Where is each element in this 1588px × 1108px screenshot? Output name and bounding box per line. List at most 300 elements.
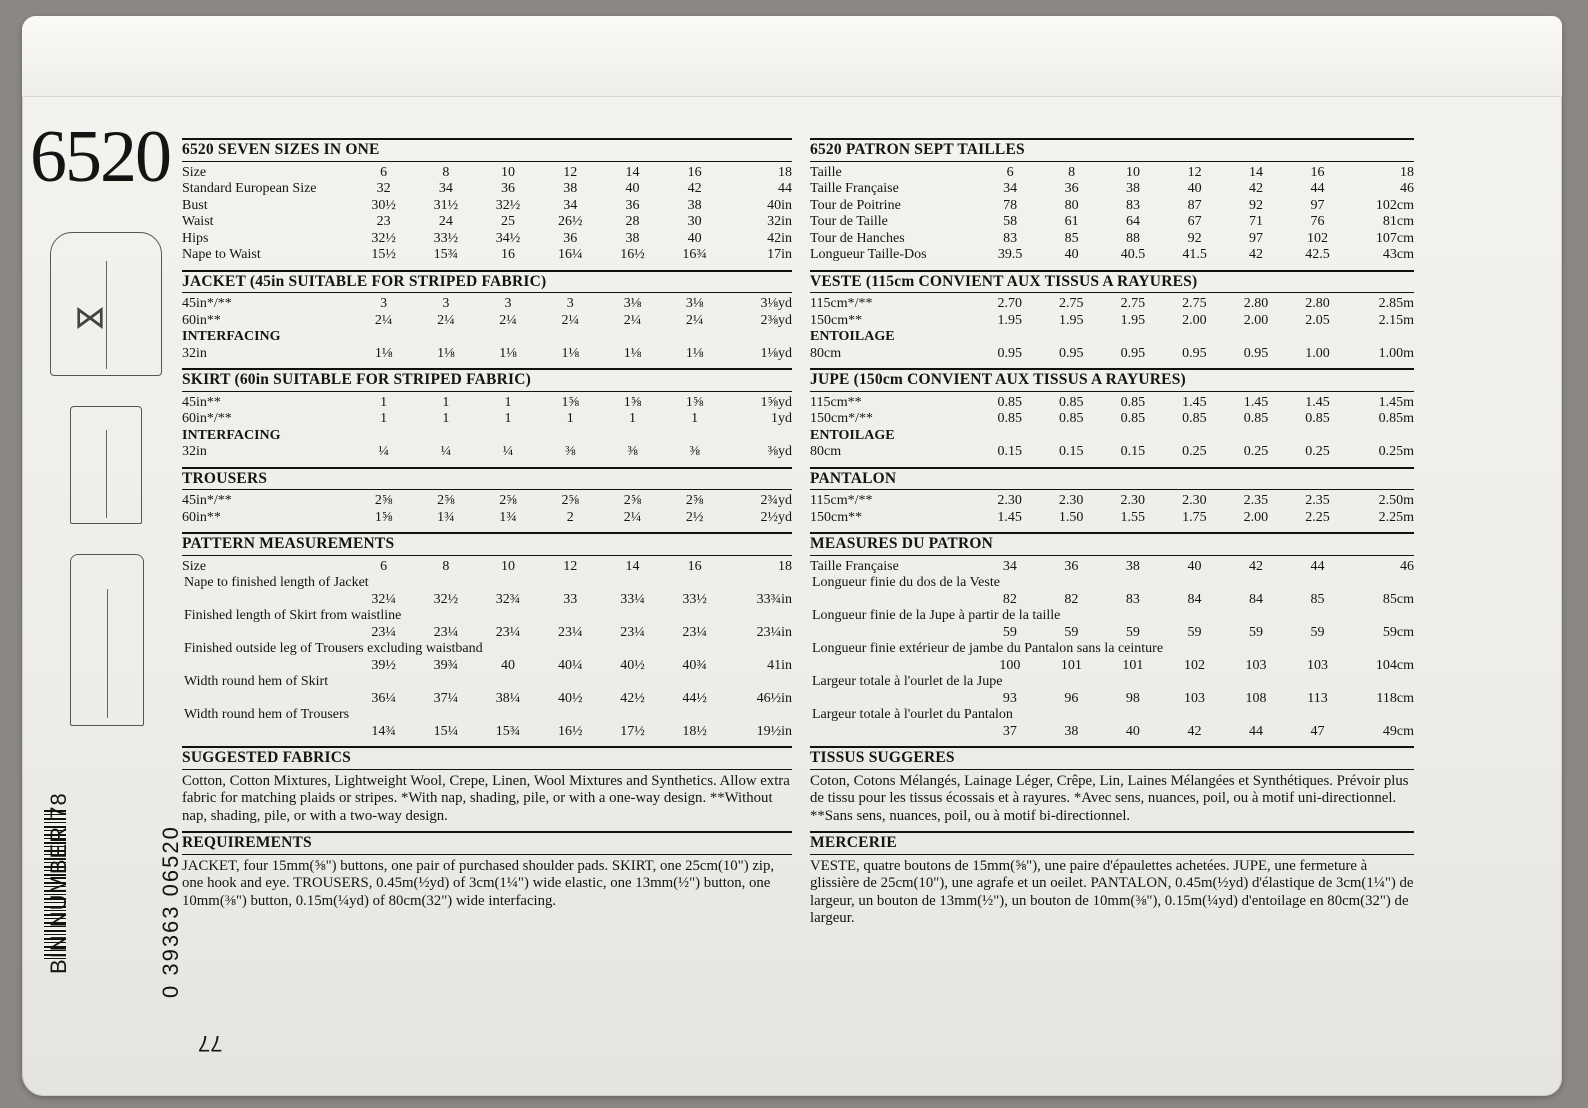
table-cell: 103 [1245,657,1267,673]
table-cell: ¼ [440,444,452,459]
table-cell: 38 [1125,558,1140,574]
table-cell: 3 [504,296,512,311]
table-row [810,559,1414,576]
jacket-section [182,270,792,363]
table-row [810,658,1414,675]
table-cell: 1.50 [1058,509,1084,525]
table-cell: 2⅝ [685,493,704,508]
table-cell: 59 [1187,624,1202,640]
table-cell: 38 [625,230,640,246]
sizes-section [182,138,792,264]
table-cell: 78 [1003,197,1018,213]
table-cell: 16 [687,558,702,574]
table-cell: 40 [1064,247,1079,262]
table-cell: 16 [687,164,702,180]
table-cell: 32¼ [371,591,396,607]
pantalon-title: PANTALON [810,471,1414,491]
table-row [810,198,1414,215]
table-cell: 1 [380,411,388,426]
table-cell: 2 [566,509,574,525]
table-row [182,625,792,642]
table-cell: 32½ [371,230,396,246]
table-cell: 16¾ [682,247,707,262]
mercerie-text: VESTE, quatre boutons de 15mm(⅝"), une paire d'épaulettes achetées. JUPE, une fermeture à glissière de 25cm(10"), une agrafe et un oeilet. PANTALON, 0.45m(½yd) d'élastique de 3cm(1¼") de largeur, un bouton de 13mm(½"), un bouton de 10mm(⅜"), 0.15m(¼yd) d'entoilage en 80cm(32") de largeur. [810,857,1414,926]
table-row [810,165,1414,182]
fabrics-section [182,746,792,825]
table-cell: 25 [501,214,516,229]
table-cell: 40 [1187,181,1202,196]
table-cell: 15½ [371,247,396,262]
trousers-section [182,467,792,527]
table-cell: 0.85 [1059,394,1084,410]
table-row [810,313,1414,330]
table-cell: 2⅝ [623,493,642,508]
jacket-title: JACKET (45in SUITABLE FOR STRIPED FABRIC) [182,274,792,294]
table-cell: 2½ [685,509,704,525]
table-row [182,181,792,198]
table-cell: 67 [1187,214,1202,229]
table-cell: 88 [1126,230,1141,246]
table-row [810,691,1414,708]
table-cell: 44 [1310,558,1325,574]
table-cell: 2.00 [1243,312,1269,328]
table-cell: 84 [1187,591,1202,607]
measurement-label: Longueur finie de la Jupe à partir de la taille [812,608,1061,623]
table-row [182,296,792,313]
table-cell: ⅜ [627,444,638,459]
table-cell: 3 [380,296,388,311]
table-cell: 1 [691,411,699,426]
table-cell: 0.85 [1120,411,1146,426]
row-label: Tour de Poitrine [810,197,901,213]
table-cell: 87 [1187,197,1202,213]
measurement-label: Width round hem of Skirt [184,674,329,689]
trousers-table [182,493,792,526]
table-cell: 1yd [771,411,792,426]
veste-table [810,296,1414,362]
requirements-title: REQUIREMENTS [182,835,792,855]
table-cell: 2⅜yd [760,312,792,328]
table-cell: 23¼ [371,624,396,640]
table-cell: 49cm [1382,723,1414,739]
measurement-label-row [182,641,792,658]
mesures-table [810,559,1414,741]
table-cell: 104cm [1375,657,1414,673]
trousers-title: TROUSERS [182,471,792,491]
table-row [182,313,792,330]
table-cell: 2.75 [1182,296,1207,311]
table-cell: 38 [1064,723,1079,739]
table-cell: 23¼ [620,624,645,640]
table-cell: 113 [1307,690,1328,706]
row-label: Standard European Size [182,181,317,196]
table-cell: 15¾ [433,247,459,262]
table-row [182,165,792,182]
skirt-sketch [70,406,142,524]
row-label: INTERFACING [182,329,281,344]
row-label: 80cm [810,444,842,459]
table-cell: 32 [376,181,391,196]
table-cell: 103 [1307,657,1328,673]
table-cell: 33¾in [756,591,792,607]
measurement-label: Longueur finie du dos de la Veste [812,575,1000,590]
measurement-label-row [810,608,1414,625]
tissus-section [810,746,1414,825]
measurement-label-row [810,707,1414,724]
measurement-label: Finished length of Skirt from waistline [184,608,402,623]
table-cell: 36 [1064,181,1079,196]
pantalon-table [810,493,1414,526]
table-cell: 0.25 [1243,444,1269,459]
table-cell: 2¼ [561,312,579,328]
measurement-label: Longueur finie extérieur de jambe du Pantalon sans la ceinture [812,641,1164,656]
table-cell: 1⅛yd [760,345,792,361]
table-cell: 1¾ [437,509,455,525]
table-cell: 23¼ [495,624,521,640]
row-label: 32in [182,345,207,361]
table-row [182,691,792,708]
table-cell: ⅜ [689,444,700,459]
table-cell: 33 [563,591,578,607]
envelope-flap [22,16,1562,97]
tailles-title: 6520 PATRON SEPT TAILLES [810,142,1414,162]
table-cell: 6 [380,164,388,180]
table-cell: 42in [767,230,792,246]
table-cell: 92 [1249,197,1264,213]
skirt-table [182,395,792,461]
table-cell: 38 [1126,181,1141,196]
table-cell: 1.45 [997,509,1022,525]
table-cell: 83 [1003,230,1018,246]
table-cell: 0.85m [1378,411,1414,426]
table-cell: 40 [501,657,516,673]
row-label: Size [182,558,207,574]
table-cell: 2.75 [1120,296,1146,311]
table-cell: 101 [1060,657,1082,673]
tailles-section [810,138,1414,264]
table-cell: 107cm [1375,230,1414,246]
table-cell: 59 [1064,624,1079,640]
table-cell: 38 [563,181,578,196]
measurements-title: PATTERN MEASUREMENTS [182,536,792,556]
table-cell: 59 [1310,624,1325,640]
table-cell: 15¾ [495,723,521,739]
table-row [182,247,792,264]
table-cell: 40 [1187,558,1202,574]
table-cell: 2¼ [623,509,642,525]
table-cell: 40 [687,230,702,246]
row-label: Nape to Waist [182,247,261,262]
row-label: 45in*/** [182,296,232,311]
tissus-text: Coton, Cotons Mélangés, Lainage Léger, Crêpe, Lin, Laines Mélangées et Synthétiques. Prévoir plus de tissu pour les tissus écossais et à rayures. *Avec sens, nuances, poil, ou à motif uni-directionnel. **Sans sens, nuances, poil, ou à motif bi-directionnel. [810,772,1409,824]
table-cell: 0.15 [997,444,1022,459]
row-label: INTERFACING [182,427,281,443]
table-cell: 93 [1002,690,1017,706]
table-cell: 0.85 [997,411,1022,426]
table-cell: 41.5 [1182,247,1207,262]
table-cell: 1 [628,411,636,426]
table-cell: 10 [1126,164,1141,180]
table-cell: 1.55 [1120,509,1145,525]
measurements-section [182,532,792,740]
table-cell: 10 [501,164,516,180]
table-cell: 101 [1122,657,1144,673]
table-cell: 0.15 [1059,444,1084,459]
table-cell: 82 [1002,591,1017,607]
table-cell: 14 [625,558,640,574]
table-row [182,346,792,363]
table-cell: 2.80 [1305,296,1330,311]
page-number: 77 [198,1031,223,1056]
mercerie-section [810,831,1414,928]
measurement-label-row [182,674,792,691]
table-cell: 2¼ [685,312,704,328]
table-cell: 18½ [682,723,707,739]
table-cell: 2¼ [623,312,642,328]
table-cell: 71 [1249,214,1264,229]
table-cell: 3 [566,296,574,311]
table-cell: 39¾ [433,657,459,673]
table-cell: 2⅝ [561,493,579,508]
table-cell: 34 [1002,558,1017,574]
table-cell: 2.05 [1305,312,1330,328]
table-cell: 1 [504,394,512,410]
mesures-title: MEASURES DU PATRON [810,536,1414,556]
table-cell: 2.30 [997,493,1022,508]
table-row [810,247,1414,264]
table-cell: 0.95 [1120,345,1146,361]
table-cell: 18 [778,558,792,574]
jacket-table [182,296,792,362]
row-label: 150cm*/** [810,411,873,426]
table-cell: 0.85 [1120,394,1146,410]
table-cell: 1⅝yd [760,394,792,410]
table-cell: 6 [1006,164,1014,180]
pantalon-section [810,467,1414,527]
table-cell: 59 [1002,624,1017,640]
table-cell: 2.80 [1243,296,1269,311]
table-cell: 40½ [558,690,583,706]
table-cell: 44 [1248,723,1263,739]
row-label: Tour de Hanches [810,230,905,246]
table-row [810,510,1414,527]
table-cell: 97 [1310,197,1325,213]
table-cell: 1¾ [499,509,517,525]
table-cell: 23¼ [558,624,583,640]
table-cell: 40in [767,197,792,213]
table-cell: 42.5 [1305,247,1330,262]
jupe-section [810,368,1414,461]
table-cell: 64 [1126,214,1141,229]
table-cell: 33½ [682,591,707,607]
mercerie-title: MERCERIE [810,835,1414,855]
table-cell: 42 [1249,181,1264,196]
table-cell: 42½ [620,690,645,706]
table-row [182,411,792,428]
measurement-label-row [810,575,1414,592]
table-cell: 16¼ [558,247,583,262]
table-cell: 42 [1187,723,1202,739]
table-row [182,493,792,510]
table-cell: 33½ [433,230,459,246]
table-cell: 36 [563,230,578,246]
sizes-table [182,165,792,264]
table-cell: 32in [767,214,792,229]
table-cell: 80 [1064,197,1079,213]
table-cell: 2.85m [1378,296,1414,311]
table-cell: 23¼ [682,624,707,640]
table-row [810,329,1414,346]
table-cell: 1⅝ [374,509,393,525]
table-cell: 40 [625,181,640,196]
table-cell: 0.85 [1305,411,1330,426]
table-cell: 43cm [1382,247,1414,262]
table-cell: 23¼in [756,624,792,640]
jupe-title: JUPE (150cm CONVIENT AUX TISSUS A RAYURES) [810,372,1414,392]
table-cell: 16 [1310,164,1325,180]
table-cell: 1.45 [1182,394,1207,410]
table-cell: 14 [1249,164,1264,180]
table-cell: 39½ [371,657,396,673]
row-label: Taille [810,164,842,180]
table-cell: 83 [1126,197,1141,213]
table-cell: 1⅝ [623,394,642,410]
table-cell: 30½ [371,197,396,213]
row-label: Tour de Taille [810,214,888,229]
table-row [182,724,792,741]
table-cell: 30 [687,214,702,229]
table-cell: 26½ [558,214,583,229]
table-cell: 17in [767,247,792,262]
table-cell: 37¼ [433,690,459,706]
table-cell: ⅜ [565,444,576,459]
english-column [182,138,792,912]
table-row [810,346,1414,363]
table-cell: 1.45 [1305,394,1330,410]
table-cell: 102 [1307,230,1329,246]
table-row [810,296,1414,313]
table-cell: 40 [1125,723,1140,739]
measurement-label-row [810,641,1414,658]
row-label: 150cm** [810,312,863,328]
table-cell: 2.25 [1305,509,1330,525]
skirt-title: SKIRT (60in SUITABLE FOR STRIPED FABRIC) [182,372,792,392]
table-cell: 0.25 [1305,444,1330,459]
table-cell: 100 [999,657,1021,673]
table-row [182,214,792,231]
row-label: 45in*/** [182,493,232,508]
table-cell: 3 [442,296,450,311]
table-cell: 47 [1310,723,1325,739]
table-cell: 39.5 [997,247,1023,262]
table-cell: 82 [1064,591,1079,607]
table-row [810,214,1414,231]
bin-number-label: BIN NUMBER 78 [46,792,71,974]
row-label: 150cm** [810,509,863,525]
table-cell: 16½ [558,723,583,739]
table-cell: 1.95 [997,312,1022,328]
sizes-title: 6520 SEVEN SIZES IN ONE [182,142,792,162]
row-label: 115cm*/** [810,296,873,311]
table-cell: 85 [1310,591,1325,607]
table-cell: 46 [1400,181,1414,196]
table-cell: 1.75 [1182,509,1207,525]
table-cell: 83 [1125,591,1140,607]
table-cell: 108 [1245,690,1267,706]
table-cell: 59 [1125,624,1140,640]
table-cell: 8 [442,164,450,180]
table-cell: 34½ [495,230,521,246]
table-cell: 2¾yd [760,493,792,508]
trousers-sketch [70,554,144,726]
table-cell: 2.30 [1120,493,1145,508]
table-cell: 2½yd [760,509,792,525]
table-cell: 18 [778,164,792,180]
table-row [182,510,792,527]
table-cell: 14¾ [371,723,396,739]
pattern-number: 6520 [30,116,170,198]
table-cell: 42 [687,181,702,196]
fabrics-title: SUGGESTED FABRICS [182,750,792,770]
table-cell: 46½in [756,690,792,706]
measurement-label: Finished outside leg of Trousers excluding waistband [184,641,483,656]
measurement-label: Largeur totale à l'ourlet de la Jupe [812,674,1003,689]
table-cell: 14 [625,164,640,180]
table-cell: 33¼ [620,591,645,607]
table-cell: 2⅝ [437,493,455,508]
table-cell: 40.5 [1120,247,1146,262]
table-cell: 31½ [433,197,459,213]
table-row [810,428,1414,445]
barcode-digits: 0 39363 06520 [158,825,183,998]
table-cell: 32¾ [495,591,521,607]
french-column [810,138,1414,930]
veste-section [810,270,1414,363]
table-cell: 36 [501,181,516,196]
table-cell: 0.85 [1059,411,1084,426]
table-cell: 44 [1310,181,1325,196]
table-row [182,428,792,445]
table-cell: 1⅛ [623,345,642,361]
table-cell: 2¼ [437,312,455,328]
table-cell: 36 [1064,558,1079,574]
table-cell: 1.00 [1305,345,1330,361]
jupe-table [810,395,1414,461]
table-row [810,724,1414,741]
table-cell: ¼ [502,444,514,459]
table-cell: 0.25m [1378,444,1414,459]
table-cell: 32½ [433,591,459,607]
row-label: Longueur Taille-Dos [810,247,927,262]
table-cell: 18 [1400,164,1414,180]
table-cell: 2.15m [1378,312,1414,328]
table-cell: 1.45 [1243,394,1269,410]
requirements-section [182,831,792,910]
table-cell: 92 [1187,230,1202,246]
table-cell: 84 [1248,591,1263,607]
bow-icon: ⋈ [74,299,106,335]
tailles-table [810,165,1414,264]
measurement-label-row [182,575,792,592]
table-row [810,444,1414,461]
table-cell: 28 [625,214,640,229]
row-label: Hips [182,230,209,246]
table-cell: 1 [504,411,512,426]
table-cell: 12 [1187,164,1202,180]
table-row [810,592,1414,609]
table-cell: 2.00 [1182,312,1207,328]
row-label: 32in [182,444,207,459]
